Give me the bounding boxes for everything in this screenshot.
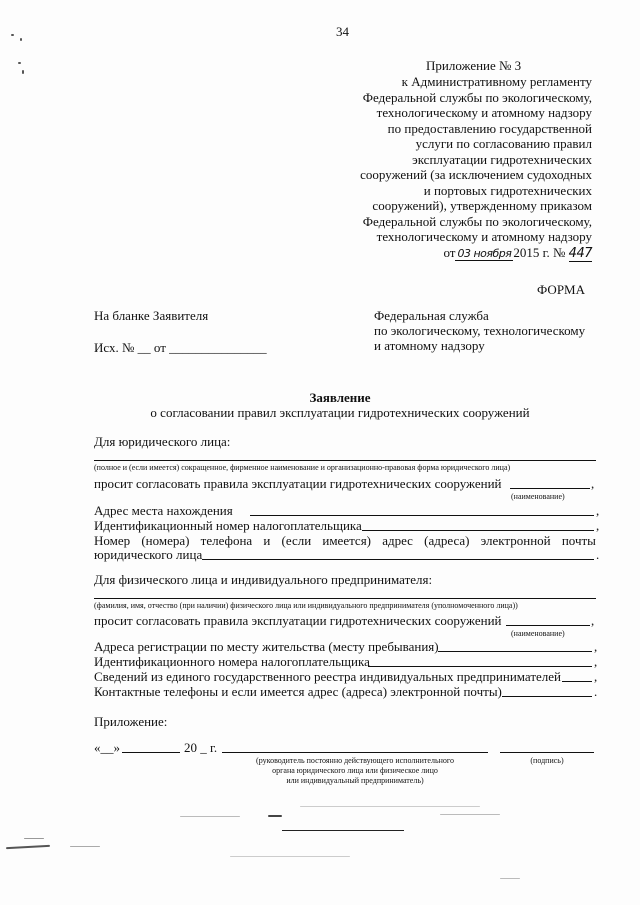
legal-name-line[interactable] [94,460,596,461]
individual-inn-line[interactable] [368,666,592,667]
legal-structure-line[interactable] [510,488,590,489]
head-line[interactable] [222,752,488,753]
scan-mark [6,845,50,849]
form-label: ФОРМА [537,282,585,297]
addressee-line: и атомному надзору [374,338,485,353]
scan-mark [24,838,44,839]
page-number: 34 [336,24,349,39]
addressee-line: Федеральная служба [374,308,489,323]
head-caption-line: (руководитель постоянно действующего исполнительного [256,756,454,765]
scan-mark [22,70,24,74]
sign-date-open: «__» [94,740,120,755]
scan-mark [500,878,520,879]
legal-inn-label: Идентификационный номер налогоплательщика [94,518,362,533]
individual-name-small: (наименование) [511,629,565,638]
blank-label: На бланке Заявителя [94,308,209,323]
legal-inn-line[interactable] [362,530,594,531]
scan-mark [20,38,22,41]
head-caption-line: органа юридического лица или физическое лицо [272,766,438,775]
individual-contacts-line[interactable] [502,696,592,697]
individual-contacts-label: Контактные телефоны и если имеется адрес (адреса) электронной почты) [94,684,502,699]
handwritten-date: 03 ноября [457,246,512,260]
scan-mark [18,62,21,64]
signature-line[interactable] [500,752,594,753]
individual-heading: Для физического лица и индивидуального предпринимателя: [94,572,433,587]
scan-mark [70,846,100,847]
appendix-line: услуги по согласованию правил [415,136,592,151]
legal-request: просит согласовать правила эксплуатации гидротехнических сооружений [94,476,502,491]
addressee-line: по экологическому, технологическому [374,323,586,338]
ref-number: Исх. № __ от _______________ [94,340,267,355]
legal-name-small: (наименование) [511,492,565,501]
handwritten-number: 447 [568,245,592,261]
individual-inn-label: Идентификационного номера налогоплательщика [94,654,370,669]
legal-name-caption: (полное и (если имеется) сокращенное, фирменное наименование и организационно-правовая форма юридического лица) [94,463,511,472]
legal-address-label: Адрес места нахождения [94,503,233,518]
individual-registration-label: Адреса регистрации по месту жительства (месту пребывания) [94,639,439,654]
appendix-block [332,74,592,261]
individual-registration-line[interactable] [438,651,592,652]
scan-mark [300,806,480,807]
legal-phone-cont: юридического лица [94,547,203,562]
scan-mark [180,816,240,817]
legal-phone-line[interactable] [202,559,594,560]
appendix-line: сооружений), утвержденному приказом [372,198,592,213]
appendix-line: по предоставлению государственной [387,120,592,136]
bleed-through-line [282,830,404,831]
sign-year: 20 _ г. [184,740,218,755]
head-caption-line: или индивидуальный предприниматель) [286,776,424,785]
appendix-title: Приложение № 3 [426,58,522,73]
statement-subtitle: о согласовании правил эксплуатации гидротехнических сооружений [150,405,530,420]
individual-name-caption: (фамилия, имя, отчество (при наличии) физического лица или индивидуального предпринимателя (уполномоченного лица)) [94,601,518,610]
appendix-line: и портовых гидротехнических [423,182,592,198]
individual-egrip-label: Сведений из единого государственного реестра индивидуальных предпринимателей [94,669,562,684]
appendix-date-line: от 03 ноября 2015 г. № 447 [443,244,592,261]
sign-caption: (подпись) [530,756,564,765]
appendix-line: технологическому и атомному надзору [376,105,592,120]
appendix-line: сооружений (за исключением судоходных [360,167,592,182]
individual-egrip-line[interactable] [562,681,592,682]
scan-mark [230,856,350,857]
individual-name-line[interactable] [94,598,596,599]
legal-phone-label: Номер (номера) телефона и (если имеется) адрес (адреса) электронной почты [94,533,596,548]
appendix-line: эксплуатации гидротехнических [412,151,592,167]
sign-date-month-line[interactable] [122,752,180,753]
statement-title: Заявление [309,390,371,405]
appendix-line: технологическому и атомному надзору [376,229,592,244]
scan-mark [268,815,282,817]
appendix-line: Федеральной службы по экологическому, [362,213,592,229]
scan-mark [11,34,14,36]
attachment-label: Приложение: [94,714,168,729]
appendix-line: к Административному регламенту [401,74,592,89]
individual-request: просит согласовать правила эксплуатации гидротехнических сооружений [94,613,502,628]
scan-mark [440,814,500,815]
appendix-line: Федеральной службы по экологическому, [362,89,592,105]
legal-address-line[interactable] [250,515,594,516]
legal-heading: Для юридического лица: [94,434,231,449]
individual-structure-line[interactable] [506,625,590,626]
